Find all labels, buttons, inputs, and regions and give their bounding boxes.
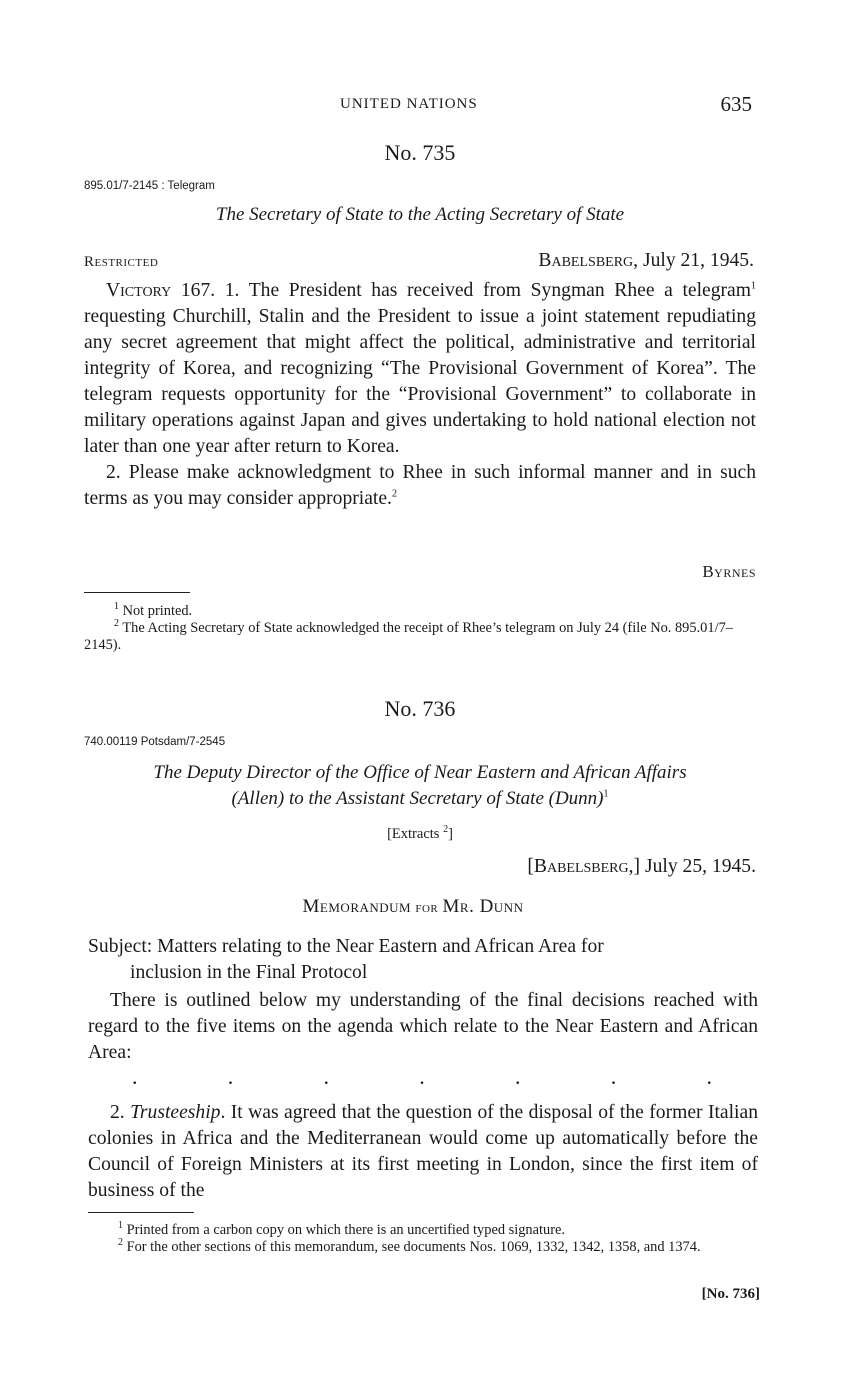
footnote-divider: [84, 592, 190, 593]
paragraph-trusteeship: [88, 1100, 758, 1204]
doc-736-title-line-1: The Deputy Director of the Office of Near Eastern and African Affairs: [153, 762, 687, 783]
ellipsis-dot: .: [706, 1064, 712, 1089]
trusteeship-text: . It was agreed that the question of the disposal of the former Italian colonies in Africa and the Mediterranean would come up automatically before the Council of Foreign Ministers at its first meeting in London, since the first item of business of the: [88, 1102, 758, 1201]
ellipsis-dot: .: [132, 1064, 138, 1089]
memo-intro: [88, 988, 758, 1066]
doc-736-dateline: [527, 856, 756, 878]
victory-label: Victory: [106, 280, 172, 301]
doc-736-file-ref: 740.00119 Potsdam/7-2545: [84, 736, 226, 748]
doc-736-place: [Babelsberg,]: [527, 856, 641, 877]
footnote-ref-2: 2: [391, 488, 397, 500]
paragraph-1-text-a: 167. 1. The President has received from Syngman Rhee a telegram: [171, 280, 751, 301]
footnote-2-number: 2: [114, 618, 119, 630]
trusteeship-heading: Trusteeship: [130, 1102, 221, 1123]
title-footnote-ref: 1: [603, 788, 609, 800]
footnote-736-2-number: 2: [118, 1237, 123, 1249]
doc-736-number: No. 736: [384, 696, 456, 721]
extracts-close: ]: [448, 826, 453, 842]
trusteeship-paragraph: [88, 1100, 758, 1204]
footnote-divider-2: [88, 1212, 194, 1213]
doc-735-number: No. 735: [384, 140, 456, 165]
doc-735-place-date: [538, 250, 754, 272]
doc-735-body: [84, 278, 756, 512]
doc-736-title-line-2: [0, 786, 840, 812]
continuation-marker: [No. 736]: [701, 1286, 760, 1302]
page-header: [0, 92, 856, 120]
doc-736-footnotes: [88, 1222, 758, 1256]
extracts-note: [0, 826, 840, 843]
extracts-footnote-ref: 2: [443, 824, 449, 836]
footnote-1-number: 1: [114, 601, 119, 613]
ellipsis-dot: .: [515, 1064, 521, 1089]
signature: Byrnes: [702, 562, 756, 581]
ellipsis-dot: .: [610, 1064, 617, 1089]
doc-735-footnotes: [84, 603, 756, 654]
running-title: UNITED NATIONS: [340, 96, 478, 112]
memorandum-heading: [0, 896, 826, 918]
ellipsis-dot: .: [323, 1064, 329, 1089]
doc-736-date: July 25, 1945.: [640, 856, 756, 877]
doc-735-date: , July 21, 1945.: [633, 250, 754, 271]
ellipsis-dot: .: [227, 1064, 234, 1089]
memo-heading-memorandum: Memorandum: [302, 896, 412, 917]
doc-735-paragraph-2: [84, 460, 756, 512]
footnote-736-2-text: For the other sections of this memorandum, see documents Nos. 1069, 1332, 1342, 1358, and 1374.: [123, 1239, 701, 1255]
paragraph-2-text: 2. Please make acknowledgment to Rhee in such informal manner and in such terms as you may consider appropriate.: [84, 462, 756, 509]
doc-735-dateline: [84, 250, 754, 272]
doc-735-title: The Secretary of State to the Acting Secretary of State: [215, 204, 625, 225]
ellipsis-row: [132, 1064, 712, 1090]
footnote-736-1-number: 1: [118, 1220, 123, 1232]
memo-heading-for: for: [411, 900, 443, 916]
memo-heading-recipient: Mr. Dunn: [442, 896, 524, 917]
footnote-2: [84, 620, 756, 654]
paragraph-number: 2.: [110, 1102, 131, 1123]
paragraph-1-text-b: requesting Churchill, Stalin and the President to issue a joint statement repudiating any secret agreement that might affect the political, administrative and territorial integrity of Korea, and recognizing “The Provisional Government of Korea”. The telegram requests opportunity for the “Provisional Government” to collaborate in military operations against Japan and gives undertaking to hold national election not later than one year after return to Korea.: [84, 306, 756, 457]
subject-block: [88, 934, 758, 986]
footnote-1-text: Not printed.: [119, 603, 193, 619]
extracts-label: [Extracts: [387, 826, 440, 842]
doc-735-place: Babelsberg: [538, 250, 634, 271]
subject-line-2: inclusion in the Final Protocol: [130, 962, 368, 983]
subject-line-1: Subject: Matters relating to the Near Eastern and African Area for: [88, 936, 604, 957]
footnote-736-1-text: Printed from a carbon copy on which there is an uncertified typed signature.: [123, 1222, 565, 1238]
ellipsis-dot: .: [419, 1064, 425, 1089]
footnote-736-1: [88, 1222, 758, 1239]
footnote-2-text: The Acting Secretary of State acknowledged the receipt of Rhee’s telegram on July 24 (file No. 895.01/7–2145).: [84, 620, 733, 653]
footnote-1: [84, 603, 756, 620]
footnote-736-2: [88, 1239, 758, 1256]
footnote-ref-1: 1: [751, 280, 756, 292]
page-number: 635: [720, 92, 752, 116]
intro-paragraph: There is outlined below my understanding of the final decisions reached with regard to the five items on the agenda which relate to the Near Eastern and African Area:: [88, 990, 758, 1063]
doc-735-file-ref: 895.01/7-2145 : Telegram: [84, 180, 215, 192]
title-line-2-text: (Allen) to the Assistant Secretary of State (Dunn): [231, 788, 604, 809]
doc-735-paragraph-1: [84, 278, 756, 460]
classification-label: Restricted: [84, 254, 159, 270]
